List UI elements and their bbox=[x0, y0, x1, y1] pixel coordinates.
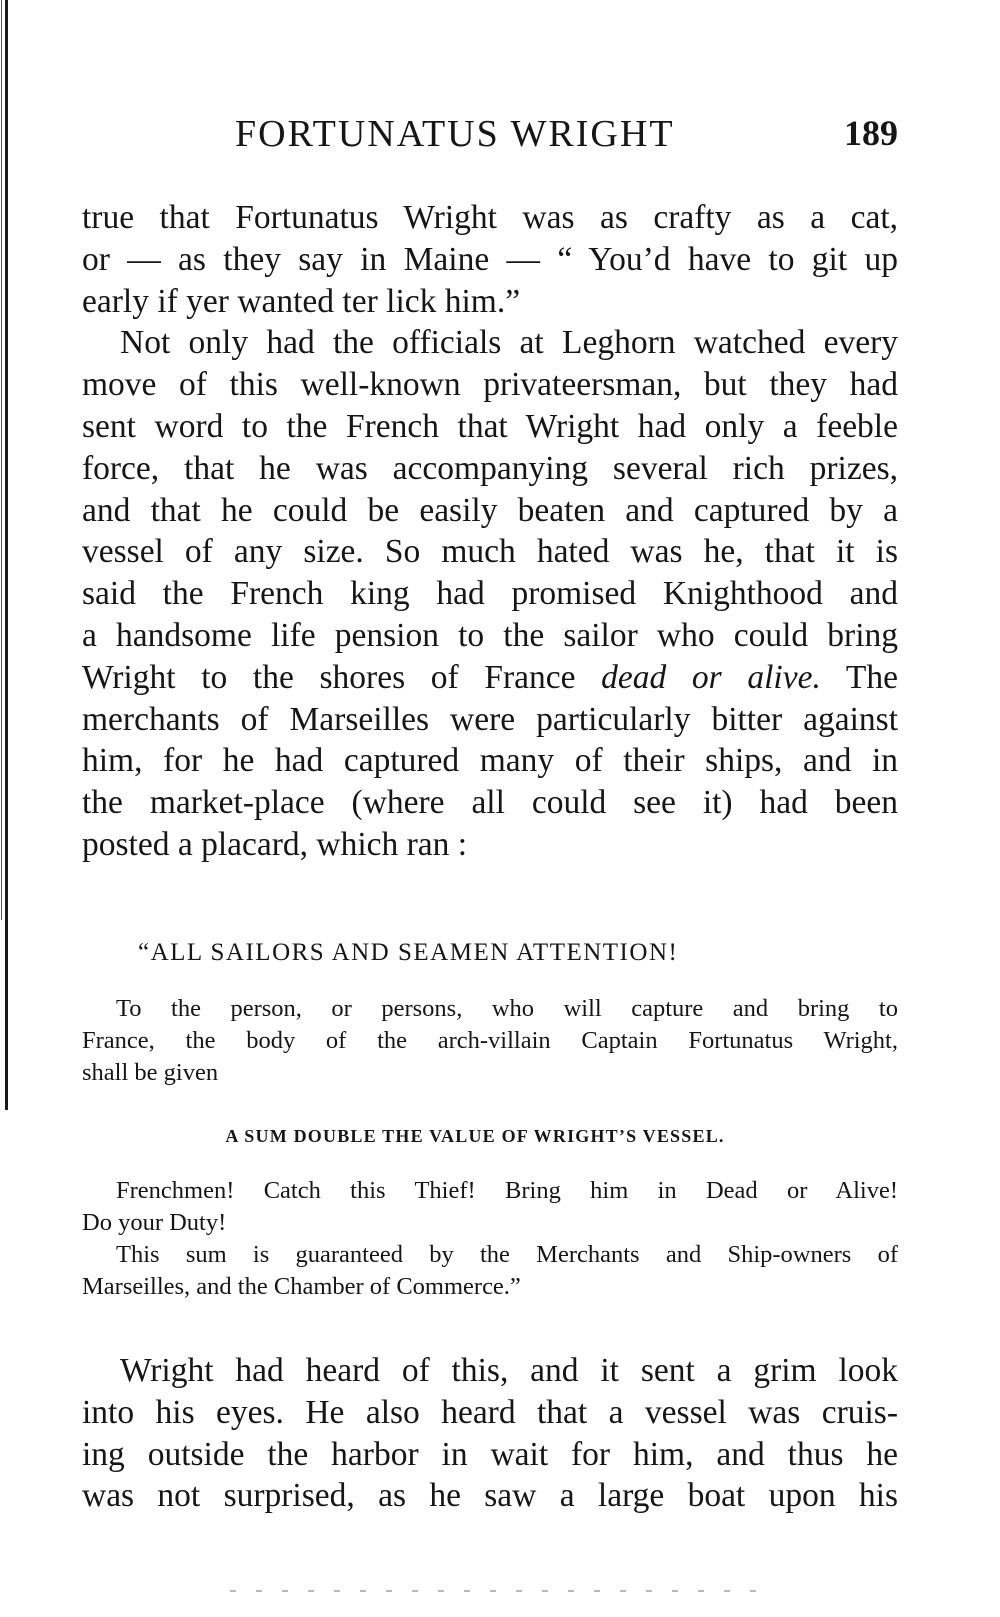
running-head bbox=[82, 112, 898, 162]
text-line: said the French king had promised Knighthood and bbox=[82, 575, 898, 613]
text-line-with-emphasis bbox=[82, 657, 898, 699]
text-segment: Wright to the shores of France bbox=[82, 658, 602, 696]
text-line: posted a placard, which ran : bbox=[82, 825, 468, 863]
text-line: true that Fortunatus Wright was as crafty as a cat, bbox=[82, 199, 898, 236]
text-line: was not surprised, as he saw a large boat upon his bbox=[82, 1477, 898, 1515]
placard-line: France, the body of the arch-villain Captain Fortunatus Wright, bbox=[82, 1027, 898, 1054]
placard-line: This sum is guaranteed by the Merchants and Ship-owners of bbox=[116, 1241, 898, 1268]
page-binding-edge-inner bbox=[1, 0, 2, 920]
text-line: move of this well-known privateersman, but they had bbox=[82, 366, 898, 404]
placard-offer bbox=[82, 993, 898, 1089]
text-line: Wright had heard of this, and it sent a grim look bbox=[120, 1352, 898, 1389]
emphasis-dead-or-alive: dead or alive. bbox=[601, 658, 821, 696]
text-line: early if yer wanted ter lick him.” bbox=[82, 282, 521, 320]
text-line: him, for he had captured many of their ships, and in bbox=[82, 742, 898, 780]
running-head-title: FORTUNATUS WRIGHT bbox=[235, 113, 675, 155]
text-line: into his eyes. He also heard that a vessel was cruis- bbox=[82, 1393, 898, 1431]
faint-bottom-print-through bbox=[230, 1590, 770, 1592]
text-line: a handsome life pension to the sailor who could bring bbox=[82, 616, 898, 654]
placard-line: To the person, or persons, who will capture and bring to bbox=[116, 995, 898, 1022]
placard-appeal bbox=[82, 1175, 898, 1303]
text-line: sent word to the French that Wright had only a feeble bbox=[82, 407, 898, 445]
placard-line: Frenchmen! Catch this Thief! Bring him in Dead or Alive! bbox=[116, 1177, 898, 1204]
text-line: and that he could be easily beaten and captured by a bbox=[82, 491, 898, 529]
page-binding-edge bbox=[5, 0, 8, 1110]
text-line: Not only had the officials at Leghorn watched every bbox=[120, 324, 898, 362]
placard-line: Do your Duty! bbox=[82, 1209, 227, 1236]
placard-line: Marseilles, and the Chamber of Commerce.” bbox=[82, 1273, 521, 1300]
placard-line: shall be given bbox=[82, 1059, 219, 1086]
closing-text bbox=[82, 1350, 898, 1517]
page-number: 189 bbox=[844, 113, 898, 153]
placard-reward: A SUM DOUBLE THE VALUE OF WRIGHT’S VESSEL. bbox=[225, 1126, 725, 1146]
text-line: force, that he was accompanying several rich prizes, bbox=[82, 449, 898, 487]
placard-quote bbox=[82, 933, 898, 1303]
text-line: or — as they say in Maine — “ You’d have to git up bbox=[82, 240, 898, 278]
text-segment: The bbox=[820, 658, 898, 696]
body-text bbox=[82, 197, 898, 866]
text-line: the market-place (where all could see it) had been bbox=[82, 784, 898, 822]
text-line: ing outside the harbor in wait for him, and thus he bbox=[82, 1435, 898, 1473]
placard-heading: “ALL SAILORS AND SEAMEN ATTENTION! bbox=[138, 939, 679, 966]
text-line: vessel of any size. So much hated was he, that it is bbox=[82, 533, 898, 571]
text-line: merchants of Marseilles were particularly bitter against bbox=[82, 700, 898, 738]
